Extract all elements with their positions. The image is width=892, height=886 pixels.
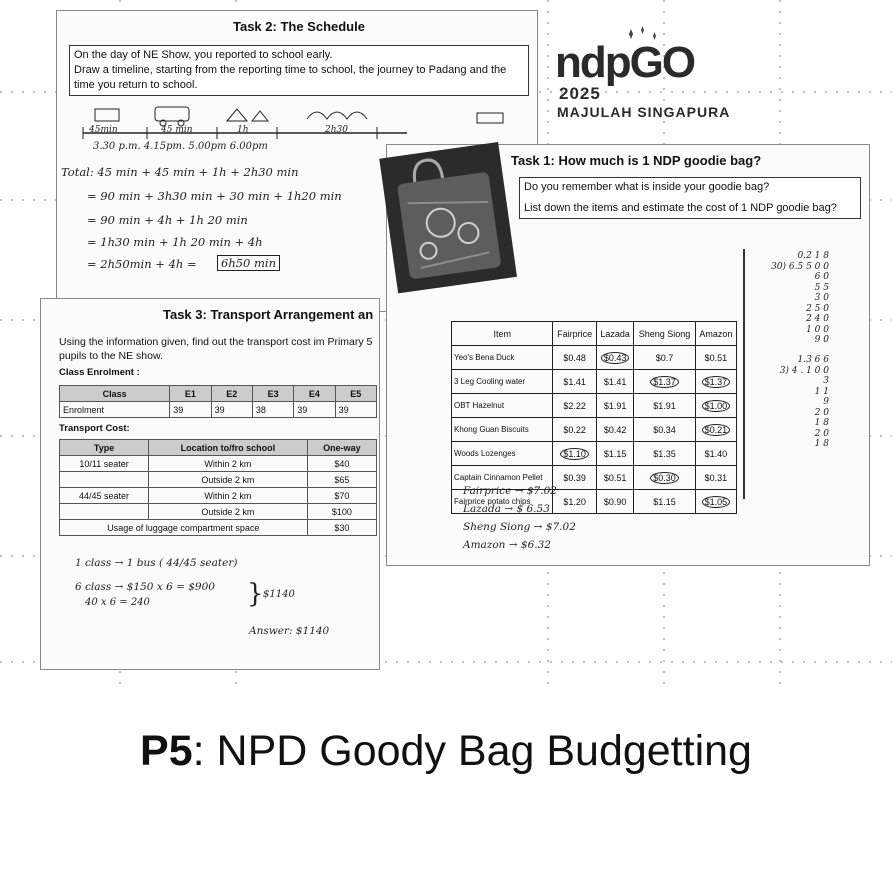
cost-cell: $100 <box>307 504 376 520</box>
item-name: Khong Guan Biscuits <box>452 418 553 442</box>
division-line: 3) 4 . 1 0 0 <box>779 365 829 376</box>
cost-cell: 44/45 seater <box>60 488 149 504</box>
enrolment-table <box>59 385 377 418</box>
division-line: 1.3 6 6 <box>797 355 829 365</box>
ndp-logo <box>555 38 765 122</box>
division-line: 5 5 <box>814 282 829 293</box>
division-line: 1 8 <box>814 439 829 449</box>
price-cell: $2.22 <box>553 394 596 418</box>
timeline-label-3: 1h <box>237 125 249 135</box>
enrolment-cell: 39 <box>170 402 211 418</box>
division-line: 1 8 <box>814 418 829 428</box>
task2-work-4: = 1h30 min + 1h 20 min + 4h <box>87 235 263 249</box>
division-line: 0.2 1 8 <box>797 251 829 261</box>
item-name: Fairprice potato chips <box>452 490 553 514</box>
task1-questions <box>519 177 861 219</box>
division-line: 6 0 <box>814 272 829 282</box>
task3-work-2: 6 class → $150 x 6 = $900 <box>75 581 215 593</box>
timeline-label-4: 2h30 <box>325 125 348 135</box>
total-amazon: Amazon → $6.32 <box>463 539 551 551</box>
enrolment-cell: Enrolment <box>60 402 170 418</box>
price-cell-circled: $0.30 <box>650 472 679 484</box>
caption-title: : NPD Goody Bag Budgetting <box>192 727 752 775</box>
task2-work-3: = 90 min + 4h + 1h 20 min <box>87 213 248 227</box>
cost-cell: Within 2 km <box>149 456 308 472</box>
price-cell: $1.40 <box>695 442 736 466</box>
enrolment-header: E4 <box>294 386 335 402</box>
task2-instruction-2: Draw a timeline, starting from the reporting time to school, the journey to Padang and the time you return to school. <box>74 64 507 91</box>
task3-work-1: 1 class → 1 bus ( 44/45 seater) <box>75 557 238 569</box>
price-header: Lazada <box>596 322 633 346</box>
division-line: 3 <box>823 376 829 386</box>
cost-header: Location to/fro school <box>149 440 308 456</box>
ndp-tagline: MAJULAH SINGAPURA <box>557 104 731 120</box>
cost-cell <box>60 472 149 488</box>
enrolment-header: E2 <box>211 386 252 402</box>
price-cell: $0.42 <box>596 418 633 442</box>
cost-cell: $30 <box>307 520 376 536</box>
item-name: Yeo's Bena Duck <box>452 346 553 370</box>
task2-instruction-1: On the day of NE Show, you reported to school early. <box>74 49 333 61</box>
price-cell-circled: $1.05 <box>702 496 731 508</box>
price-cell-circled: $0.43 <box>601 352 630 364</box>
price-cell: $1.20 <box>553 490 596 514</box>
task1-question-1: Do you remember what is inside your goodie bag? <box>524 181 770 193</box>
cost-cell: $70 <box>307 488 376 504</box>
price-cell: $0.7 <box>634 346 695 370</box>
task2-answer: 6h50 min <box>217 255 280 271</box>
price-cell-circled: $1.37 <box>650 376 679 388</box>
ndp-wordmark: ndpGO <box>555 38 695 87</box>
price-cell: $0.31 <box>695 466 736 490</box>
enrolment-cell: 38 <box>252 402 293 418</box>
division-line: 2 4 0 <box>806 314 829 324</box>
task3-answer: Answer: $1140 <box>249 625 330 637</box>
cost-cell: Usage of luggage compartment space <box>60 520 308 536</box>
price-header: Amazon <box>695 322 736 346</box>
task3-work-3: 40 x 6 = 240 <box>85 597 150 608</box>
cost-header: Type <box>60 440 149 456</box>
ndp-year: 2025 <box>559 84 601 103</box>
cost-cell: Outside 2 km <box>149 472 308 488</box>
task3-title: Task 3: Transport Arrangement an <box>163 307 374 322</box>
enrolment-cell: 39 <box>294 402 335 418</box>
enrolment-header: Class <box>60 386 170 402</box>
task1-title: Task 1: How much is 1 NDP goodie bag? <box>511 153 762 168</box>
transport-cost-label: Transport Cost: <box>59 423 130 434</box>
enrolment-header: E1 <box>170 386 211 402</box>
task2-work-2: = 90 min + 3h30 min + 30 min + 1h20 min <box>87 189 342 203</box>
caption-level: P5 <box>140 727 193 775</box>
timeline-times: 3.30 p.m. 4.15pm. 5.00pm 6.00pm <box>93 141 268 152</box>
division-line: 3 0 <box>814 293 829 303</box>
task3-brace-total: $1140 <box>263 589 295 600</box>
total-lazada: Lazada → $ 6.53 <box>463 503 550 515</box>
price-header: Item <box>452 322 553 346</box>
page-caption <box>0 727 892 776</box>
price-cell: $1.41 <box>553 370 596 394</box>
division-line: 1 1 <box>814 386 829 397</box>
item-name: OBT Hazelnut <box>452 394 553 418</box>
price-cell: $0.48 <box>553 346 596 370</box>
division-line: 2 0 <box>814 428 829 439</box>
price-cell: $1.15 <box>634 490 695 514</box>
task2-instructions <box>69 45 529 96</box>
cost-cell: $65 <box>307 472 376 488</box>
price-cell-circled: $1.00 <box>702 400 731 412</box>
division-line: 2 0 <box>814 407 829 418</box>
brace-icon: } <box>247 579 264 609</box>
price-cell: $0.34 <box>634 418 695 442</box>
price-header: Sheng Siong <box>634 322 695 346</box>
timeline-label-1: 45min <box>89 125 118 135</box>
goodie-bag-photo <box>370 138 522 296</box>
task2-work-1: Total: 45 min + 45 min + 1h + 2h30 min <box>61 165 299 179</box>
total-sheng-siong: Sheng Siong → $7.02 <box>463 521 576 533</box>
item-name: Woods Lozenges <box>452 442 553 466</box>
price-cell: $1.35 <box>634 442 695 466</box>
total-fairprice: Fairprice → $7.02 <box>463 485 557 497</box>
task3-instruction: Using the information given, find out the transport cost im Primary 5 pupils to the NE show. <box>59 336 373 362</box>
price-cell-circled: $1.10 <box>560 448 589 460</box>
price-cell: $1.91 <box>596 394 633 418</box>
enrolment-cell: 39 <box>211 402 252 418</box>
task2-work-5: = 2h50min + 4h = <box>87 257 197 271</box>
price-cell: $1.15 <box>596 442 633 466</box>
cost-cell: Outside 2 km <box>149 504 308 520</box>
price-cell: $0.90 <box>596 490 633 514</box>
cost-cell <box>60 504 149 520</box>
enrolment-label: Class Enrolment : <box>59 367 140 378</box>
division-line: 9 <box>823 397 829 407</box>
task3-worksheet <box>40 298 380 670</box>
enrolment-cell: 39 <box>335 402 376 418</box>
cost-cell: $40 <box>307 456 376 472</box>
cost-cell: 10/11 seater <box>60 456 149 472</box>
item-name: 3 Leg Cooling water <box>452 370 553 394</box>
price-cell: $0.39 <box>553 466 596 490</box>
price-cell: $0.51 <box>695 346 736 370</box>
division-line: 1 0 0 <box>806 324 829 335</box>
price-cell-circled: $0.21 <box>702 424 731 436</box>
division-line: 30) 6.5 5 0 0 <box>771 261 829 272</box>
price-cell: $0.51 <box>596 466 633 490</box>
enrolment-header: E3 <box>252 386 293 402</box>
item-name: Captain Cinnamon Pellet <box>452 466 553 490</box>
timeline-label-2: 45 min <box>161 125 193 135</box>
price-cell: $1.91 <box>634 394 695 418</box>
long-division-1 <box>753 251 829 346</box>
transport-cost-table <box>59 439 377 536</box>
price-cell-circled: $1.37 <box>702 376 731 388</box>
price-cell: $0.22 <box>553 418 596 442</box>
price-header: Fairprice <box>553 322 596 346</box>
cost-header: One-way <box>307 440 376 456</box>
enrolment-header: E5 <box>335 386 376 402</box>
margin-line <box>743 249 745 499</box>
division-line: 2 5 0 <box>806 303 829 314</box>
task2-title: Task 2: The Schedule <box>233 19 365 34</box>
division-line: 9 0 <box>814 335 829 345</box>
long-division-2 <box>753 355 829 450</box>
task1-question-2: List down the items and estimate the cost of 1 NDP goodie bag? <box>524 202 837 214</box>
timeline-drawing <box>77 103 517 143</box>
price-cell: $1.41 <box>596 370 633 394</box>
cost-cell: Within 2 km <box>149 488 308 504</box>
